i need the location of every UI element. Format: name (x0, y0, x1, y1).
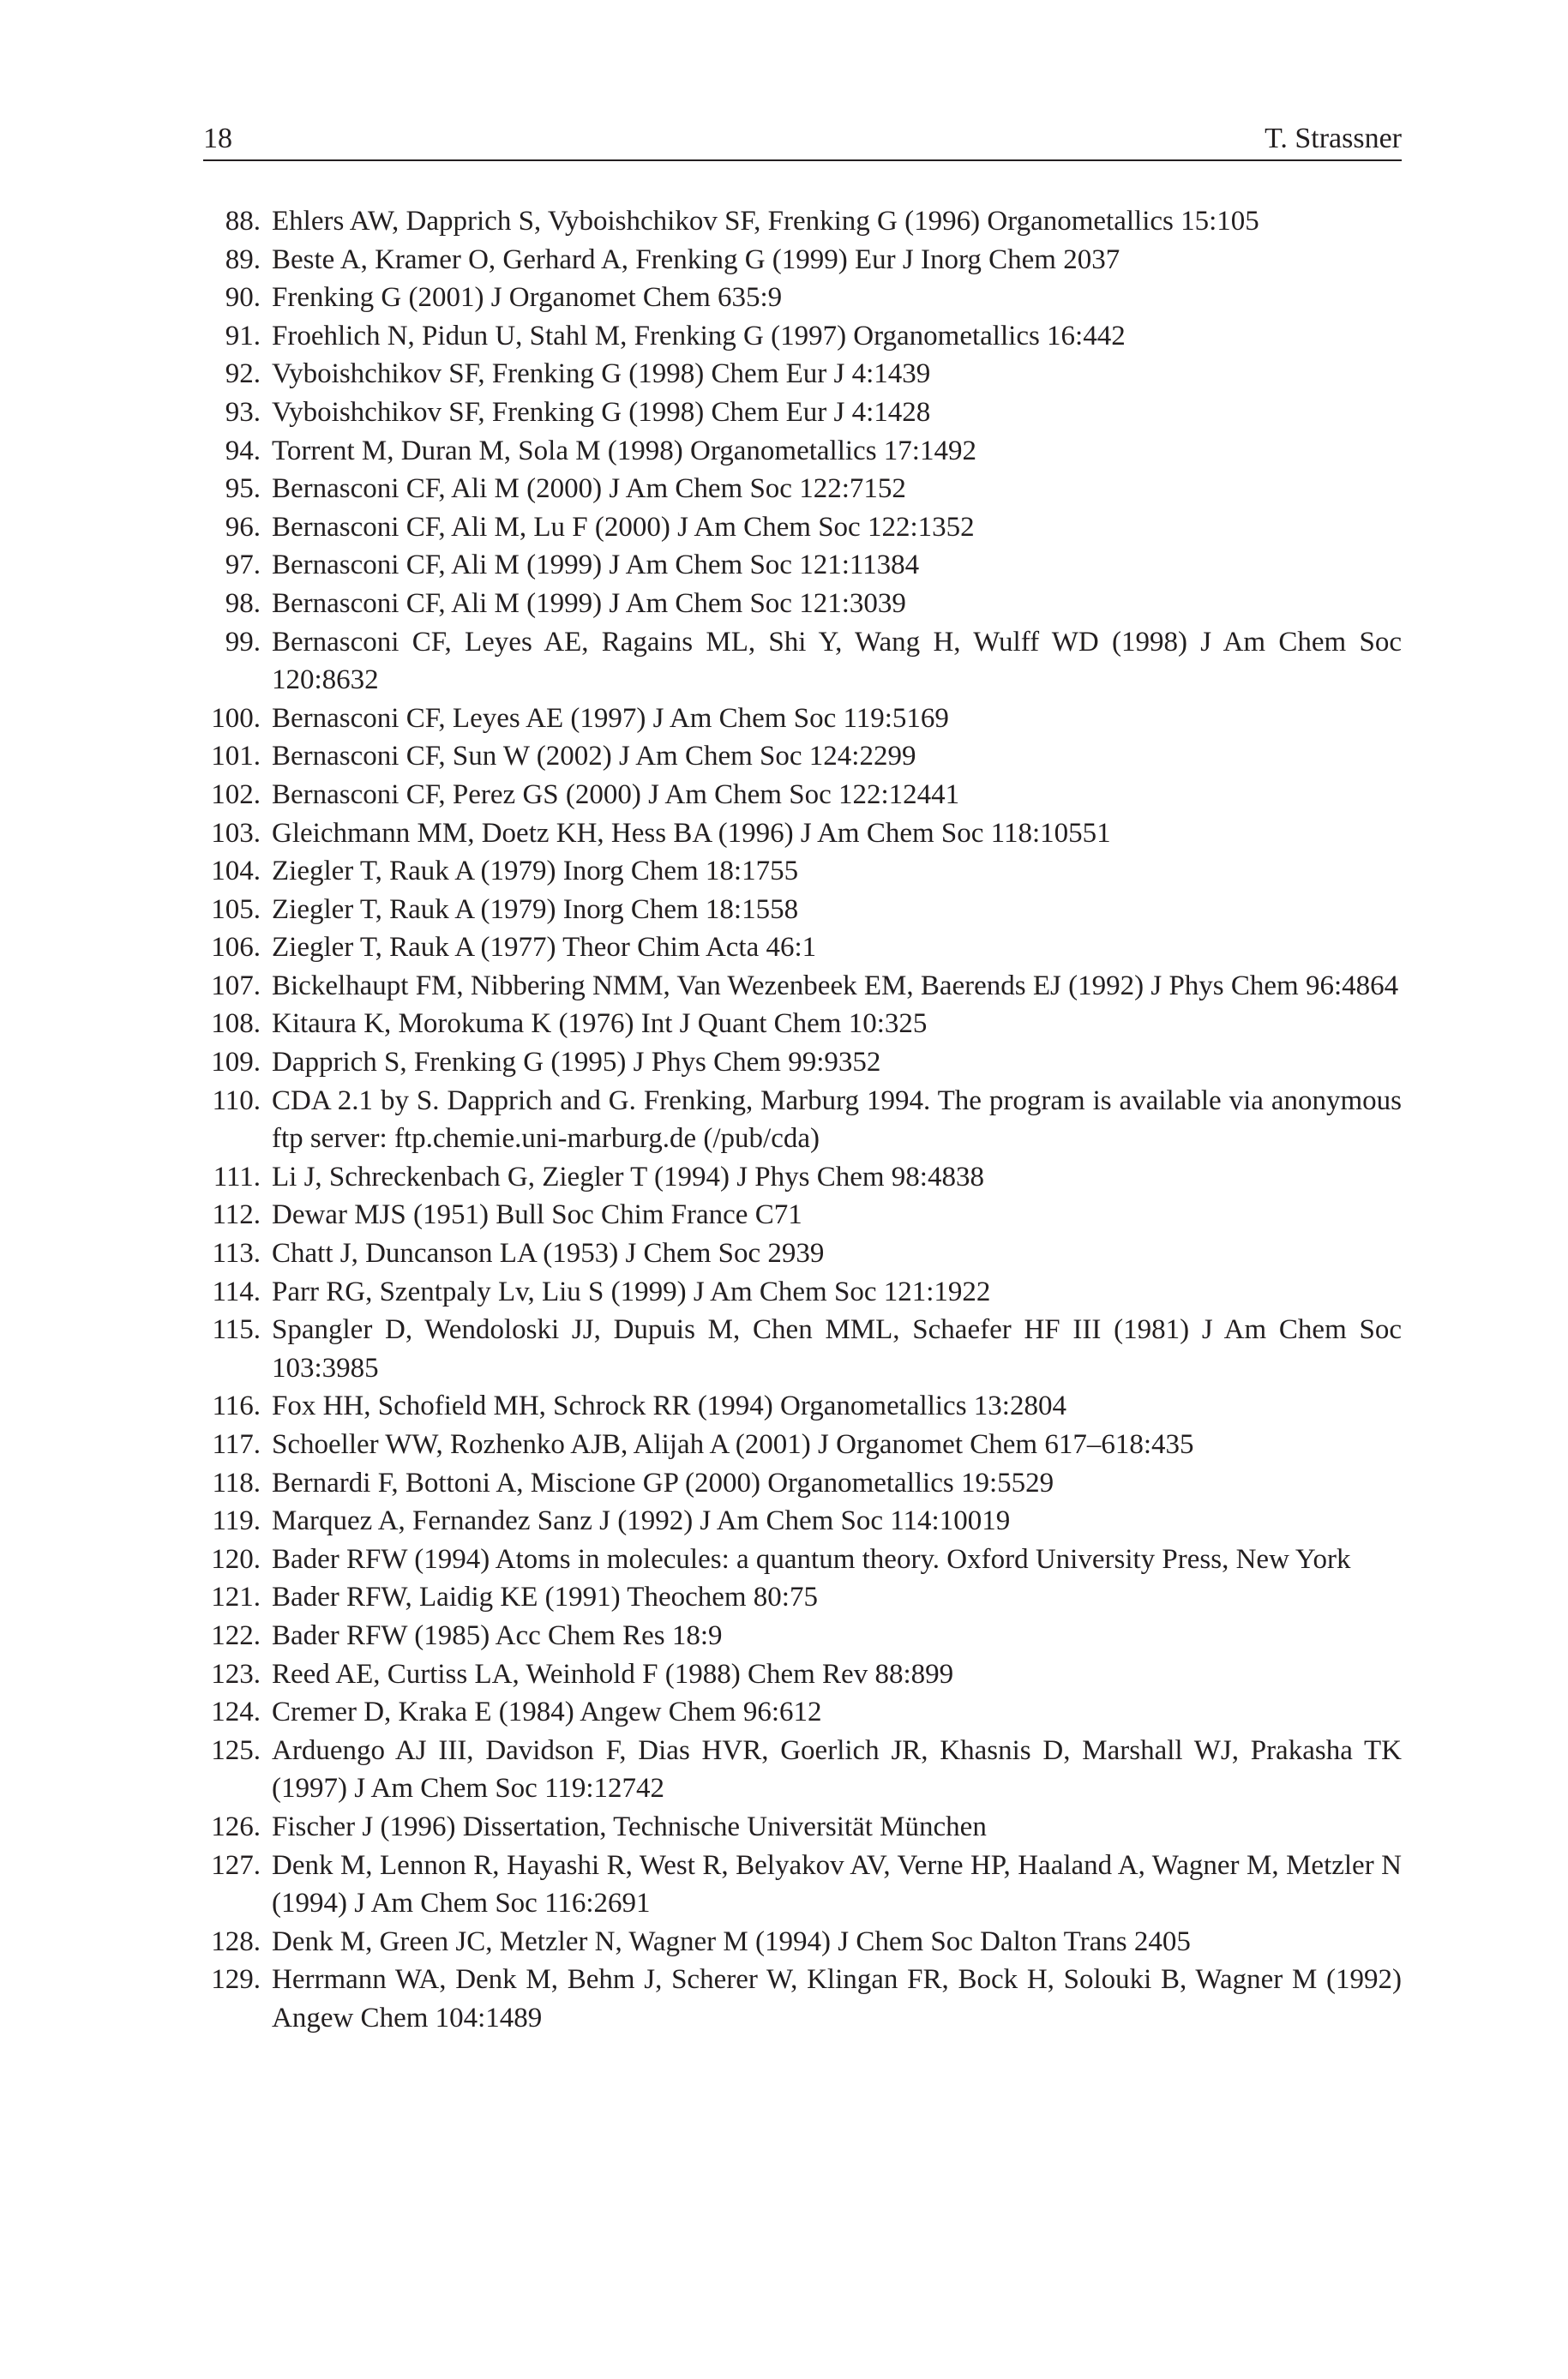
reference-text: Fox HH, Schofield MH, Schrock RR (1994) Organometallics 13:2804 (272, 1391, 1066, 1422)
reference-text: Ehlers AW, Dapprich S, Vyboishchikov SF, Frenking G (1996) Organometallics 15:105 (272, 206, 1259, 237)
reference-number: 115. (212, 1314, 261, 1346)
reference-text: Bernasconi CF, Ali M, Lu F (2000) J Am Chem Soc 122:1352 (272, 511, 975, 543)
reference-text: Gleichmann MM, Doetz KH, Hess BA (1996) J Am Chem Soc 118:10551 (272, 817, 1111, 849)
reference-number: 109. (211, 1047, 261, 1078)
reference-text: Frenking G (2001) J Organomet Chem 635:9 (272, 282, 783, 314)
reference-text: Cremer D, Kraka E (1984) Angew Chem 96:612 (272, 1697, 822, 1728)
reference-text: Bernasconi CF, Leyes AE, Ragains ML, Shi Y, Wang H, Wulff WD (1998) J Am Chem Soc 120:8632 (272, 626, 1402, 696)
reference-text: Bader RFW (1994) Atoms in molecules: a quantum theory. Oxford University Press, New York (272, 1543, 1351, 1575)
reference-number: 114. (212, 1276, 261, 1307)
reference-text: Bernasconi CF, Sun W (2002) J Am Chem Soc 124:2299 (272, 741, 916, 772)
reference-number: 93. (225, 396, 261, 428)
reference-item (203, 1961, 1402, 2037)
reference-number: 128. (211, 1925, 261, 1957)
reference-text: Bader RFW, Laidig KE (1991) Theochem 80:75 (272, 1582, 818, 1613)
reference-text: Bader RFW (1985) Acc Chem Res 18:9 (272, 1619, 723, 1651)
reference-number: 120. (211, 1543, 261, 1575)
reference-number: 88. (225, 206, 261, 237)
reference-number: 118. (212, 1467, 261, 1499)
reference-item (203, 1732, 1402, 1808)
reference-number: 94. (225, 435, 261, 466)
reference-text: Ziegler T, Rauk A (1979) Inorg Chem 18:1755 (272, 856, 799, 887)
reference-item (203, 1005, 1402, 1043)
reference-text: Spangler D, Wendoloski JJ, Dupuis M, Chen MML, Schaefer HF III (1981) J Am Chem Soc 103:3985 (272, 1314, 1402, 1384)
reference-number: 123. (211, 1658, 261, 1690)
reference-item (203, 279, 1402, 317)
reference-item (203, 470, 1402, 508)
reference-text: Bernasconi CF, Ali M (1999) J Am Chem Soc 121:3039 (272, 587, 906, 619)
reference-number: 95. (225, 473, 261, 505)
reference-number: 125. (211, 1734, 261, 1766)
reference-text: Bernasconi CF, Perez GS (2000) J Am Chem Soc 122:12441 (272, 778, 960, 810)
reference-text: Torrent M, Duran M, Sola M (1998) Organometallics 17:1492 (272, 435, 976, 466)
reference-number: 90. (225, 282, 261, 314)
reference-text: Schoeller WW, Rozhenko AJB, Alijah A (2001) J Organomet Chem 617–618:435 (272, 1429, 1194, 1460)
reference-text: Herrmann WA, Denk M, Behm J, Scherer W, Klingan FR, Bock H, Solouki B, Wagner M (1992) Angew Chem 104:1489 (272, 1964, 1402, 2034)
reference-number: 121. (211, 1582, 261, 1613)
reference-text: Beste A, Kramer O, Gerhard A, Frenking G (1999) Eur J Inorg Chem 2037 (272, 243, 1120, 275)
reference-text: Parr RG, Szentpaly Lv, Liu S (1999) J Am Chem Soc 121:1922 (272, 1276, 991, 1307)
reference-number: 106. (211, 932, 261, 964)
reference-text: Arduengo AJ III, Davidson F, Dias HVR, Goerlich JR, Khasnis D, Marshall WJ, Prakasha TK (1997) J Am Chem Soc 119:12742 (272, 1734, 1402, 1805)
reference-text: Dewar MJS (1951) Bull Soc Chim France C71 (272, 1199, 802, 1231)
reference-item (203, 202, 1402, 241)
reference-item (203, 1541, 1402, 1579)
reference-item (203, 1426, 1402, 1464)
reference-item (203, 1578, 1402, 1617)
reference-item (203, 967, 1402, 1006)
reference-number: 97. (225, 550, 261, 581)
reference-item (203, 1158, 1402, 1197)
reference-item (203, 1617, 1402, 1655)
reference-number: 98. (225, 587, 261, 619)
reference-item (203, 1235, 1402, 1273)
reference-list (203, 202, 1402, 2038)
reference-number: 126. (211, 1811, 261, 1842)
reference-text: CDA 2.1 by S. Dapprich and G. Frenking, Marburg 1994. The program is available via anonymous ftp server: ftp.chemie.uni-marburg.de (/pub/cda) (272, 1084, 1402, 1155)
reference-item (203, 1847, 1402, 1923)
reference-number: 102. (211, 778, 261, 810)
reference-text: Vyboishchikov SF, Frenking G (1998) Chem Eur J 4:1439 (272, 358, 931, 390)
reference-item (203, 546, 1402, 585)
reference-text: Li J, Schreckenbach G, Ziegler T (1994) J Phys Chem 98:4838 (272, 1161, 984, 1193)
reference-text: Ziegler T, Rauk A (1979) Inorg Chem 18:1558 (272, 893, 799, 925)
reference-number: 124. (211, 1697, 261, 1728)
reference-number: 113. (212, 1238, 261, 1270)
reference-number: 117. (212, 1429, 261, 1460)
reference-number: 112. (212, 1199, 261, 1231)
reference-item (203, 585, 1402, 623)
reference-number: 103. (211, 817, 261, 849)
reference-item (203, 1808, 1402, 1847)
reference-number: 108. (211, 1008, 261, 1040)
reference-text: Chatt J, Duncanson LA (1953) J Chem Soc 2939 (272, 1238, 825, 1270)
reference-number: 100. (211, 702, 261, 734)
reference-number: 101. (211, 741, 261, 772)
reference-text: Denk M, Lennon R, Hayashi R, West R, Belyakov AV, Verne HP, Haaland A, Wagner M, Metzler N (1994) J Am Chem Soc 116:2691 (272, 1849, 1402, 1919)
reference-text: Vyboishchikov SF, Frenking G (1998) Chem Eur J 4:1428 (272, 396, 931, 428)
reference-text: Bickelhaupt FM, Nibbering NMM, Van Wezenbeek EM, Baerends EJ (1992) J Phys Chem 96:4864 (272, 970, 1399, 1001)
reference-item (203, 241, 1402, 279)
reference-number: 105. (211, 893, 261, 925)
reference-text: Ziegler T, Rauk A (1977) Theor Chim Acta 46:1 (272, 932, 817, 964)
reference-item (203, 814, 1402, 853)
reference-number: 107. (211, 970, 261, 1001)
reference-item (203, 317, 1402, 356)
reference-text: Bernasconi CF, Ali M (2000) J Am Chem Soc 122:7152 (272, 473, 906, 505)
reference-number: 99. (225, 626, 261, 658)
reference-item (203, 432, 1402, 471)
reference-item (203, 1464, 1402, 1503)
reference-text: Bernasconi CF, Ali M (1999) J Am Chem Soc 121:11384 (272, 550, 920, 581)
reference-item (203, 1923, 1402, 1961)
reference-item (203, 508, 1402, 547)
reference-text: Marquez A, Fernandez Sanz J (1992) J Am Chem Soc 114:10019 (272, 1505, 1011, 1537)
page-header (203, 115, 1402, 161)
reference-item (203, 1273, 1402, 1312)
reference-text: Kitaura K, Morokuma K (1976) Int J Quant Chem 10:325 (272, 1008, 928, 1040)
reference-text: Dapprich S, Frenking G (1995) J Phys Chem 99:9352 (272, 1047, 881, 1078)
reference-item (203, 737, 1402, 776)
reference-item (203, 776, 1402, 814)
reference-number: 111. (213, 1161, 261, 1193)
reference-item (203, 1502, 1402, 1541)
reference-text: Bernardi F, Bottoni A, Miscione GP (2000) Organometallics 19:5529 (272, 1467, 1054, 1499)
reference-item (203, 891, 1402, 929)
reference-item (203, 1196, 1402, 1235)
reference-item (203, 1655, 1402, 1694)
reference-item (203, 1043, 1402, 1082)
reference-number: 116. (212, 1391, 261, 1422)
reference-number: 127. (211, 1849, 261, 1881)
reference-item (203, 1387, 1402, 1426)
reference-item (203, 852, 1402, 891)
reference-number: 91. (225, 320, 261, 351)
reference-text: Bernasconi CF, Leyes AE (1997) J Am Chem Soc 119:5169 (272, 702, 949, 734)
reference-item (203, 623, 1402, 700)
reference-number: 110. (212, 1084, 261, 1116)
reference-number: 129. (211, 1964, 261, 1996)
reference-item (203, 355, 1402, 393)
reference-number: 122. (211, 1619, 261, 1651)
reference-number: 92. (225, 358, 261, 390)
reference-item (203, 393, 1402, 432)
reference-number: 96. (225, 511, 261, 543)
reference-text: Denk M, Green JC, Metzler N, Wagner M (1994) J Chem Soc Dalton Trans 2405 (272, 1925, 1191, 1957)
running-head: T. Strassner (1265, 123, 1402, 154)
reference-item (203, 1082, 1402, 1158)
reference-number: 104. (211, 856, 261, 887)
reference-item (203, 1311, 1402, 1387)
reference-number: 89. (225, 243, 261, 275)
reference-text: Froehlich N, Pidun U, Stahl M, Frenking G (1997) Organometallics 16:442 (272, 320, 1126, 351)
reference-item (203, 928, 1402, 967)
reference-item (203, 1693, 1402, 1732)
reference-text: Reed AE, Curtiss LA, Weinhold F (1988) Chem Rev 88:899 (272, 1658, 954, 1690)
page-number: 18 (203, 123, 232, 154)
reference-number: 119. (212, 1505, 261, 1537)
reference-text: Fischer J (1996) Dissertation, Technische Universität München (272, 1811, 987, 1842)
reference-item (203, 700, 1402, 738)
